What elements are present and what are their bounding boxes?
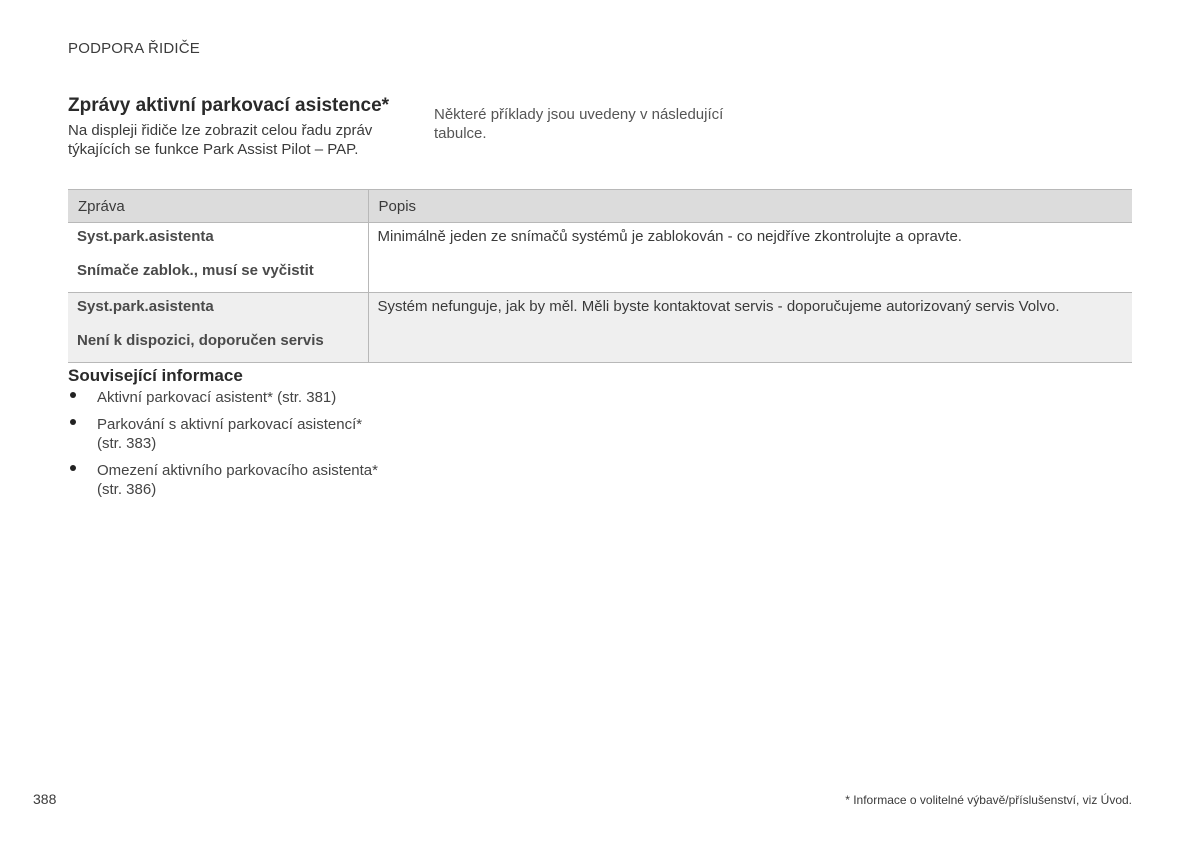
section-label: PODPORA ŘIDIČE — [68, 40, 200, 57]
table-cell-message — [68, 223, 368, 293]
related-info-list — [68, 388, 388, 507]
message-line: Není k dispozici, doporučen servis — [77, 332, 324, 349]
table-header-description: Popis — [368, 190, 1132, 223]
related-link[interactable]: Omezení aktivního parkovacího asistenta* (str. 386) — [97, 462, 378, 498]
list-item[interactable] — [68, 415, 388, 453]
description-text: Systém nefunguje, jak by měl. Měli byste kontaktovat servis - doporučujeme autorizovaný servis Volvo. — [377, 298, 1060, 315]
intro-text-left: Na displeji řidiče lze zobrazit celou řadu zpráv týkajících se funkce Park Assist Pilot – PAP. — [68, 122, 373, 158]
table-cell-description — [368, 223, 1132, 293]
description-text: Minimálně jeden ze snímačů systémů je zablokován - co nejdříve zkontrolujte a opravte. — [377, 228, 962, 245]
bullet-icon — [70, 465, 76, 471]
message-line: Syst.park.asistenta — [77, 228, 214, 245]
table-header-row — [68, 190, 1132, 223]
bullet-icon — [70, 392, 76, 398]
related-link[interactable]: Parkování s aktivní parkovací asistencí* (str. 383) — [97, 416, 363, 452]
list-item[interactable] — [68, 388, 388, 407]
table-row — [68, 223, 1132, 293]
intro-text-right: Některé příklady jsou uvedeny v následující tabulce. — [434, 106, 724, 142]
message-line: Snímače zablok., musí se vyčistit — [77, 262, 314, 279]
list-item[interactable] — [68, 461, 388, 499]
message-line: Syst.park.asistenta — [77, 298, 214, 315]
table-cell-message — [68, 293, 368, 363]
footnote: * Informace o volitelné výbavě/příslušenství, viz Úvod. — [845, 793, 1132, 807]
table-row — [68, 293, 1132, 363]
messages-table — [68, 189, 1132, 363]
related-info-title: Související informace — [68, 366, 243, 385]
related-link[interactable]: Aktivní parkovací asistent* (str. 381) — [97, 389, 337, 406]
bullet-icon — [70, 419, 76, 425]
table-header-message: Zpráva — [68, 190, 368, 223]
page-title: Zprávy aktivní parkovací asistence* — [68, 95, 390, 116]
table-cell-description — [368, 293, 1132, 363]
page-number: 388 — [33, 791, 57, 807]
